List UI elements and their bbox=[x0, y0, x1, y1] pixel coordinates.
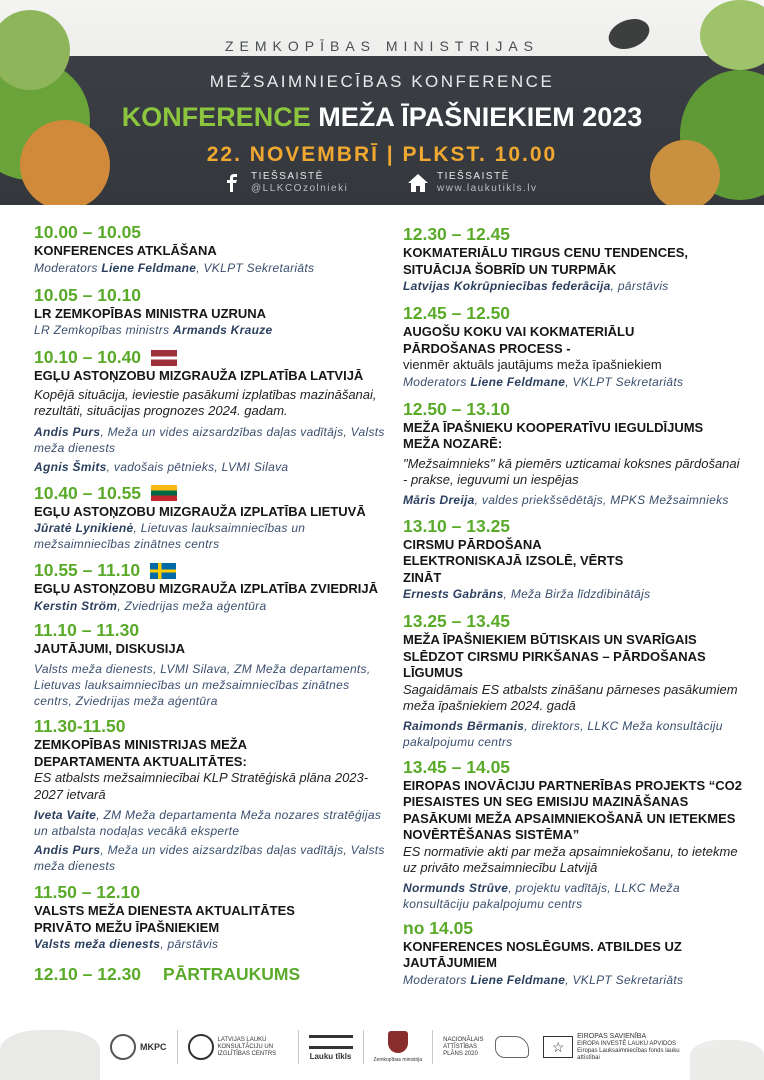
agenda-title: MEŽA ĪPAŠNIEKIEM BŪTISKAIS UN SVARĪGAIS SLĒDZOT CIRSMU PIRKŠANAS – PĀRDOŠANAS LĪGUMUS bbox=[403, 632, 706, 680]
agenda-time: 12.50 – 13.10 bbox=[403, 398, 511, 419]
agenda-title: KONFERENCES ATKLĀŠANA bbox=[34, 243, 217, 258]
agenda-speaker: Kerstin Ström, Zviedrijas meža aģentūra bbox=[34, 598, 267, 613]
agenda-item bbox=[403, 303, 743, 390]
nap-logo: NACIONĀLAIS ATTĪSTĪBAS PLĀNS 2020 bbox=[443, 1036, 533, 1058]
agenda-speaker: Ernests Gabrāns, Meža Birža līdzdibinātājs bbox=[403, 587, 651, 601]
title-accent: KONFERENCE bbox=[121, 102, 311, 132]
agenda-time: 11.50 – 12.10 bbox=[34, 882, 141, 902]
agenda-title: VALSTS MEŽA DIENESTA AKTUALITĀTES PRIVĀTO MEŽU ĪPAŠNIEKIEM bbox=[34, 903, 295, 935]
footer-logos bbox=[110, 1024, 750, 1070]
agenda-speaker: Andis Purs, Meža un vides aizsardzības daļas vadītājs, Valsts meža dienests bbox=[34, 843, 385, 873]
agenda-title: KOKMATERIĀLU TIRGUS CENU TENDENCES, SITUĀCIJA ŠOBRĪD UN TURPMĀK bbox=[403, 245, 689, 277]
agenda-title: EGĻU ASTOŅZOBU MIZGRAUŽA IZPLATĪBA LIETUVĀ bbox=[34, 503, 366, 519]
agenda-item bbox=[403, 611, 743, 750]
agenda-item bbox=[34, 285, 386, 339]
agenda-title: LR ZEMKOPĪBAS MINISTRA UZRUNA bbox=[34, 305, 267, 321]
agenda-time: no 14.05 bbox=[403, 917, 474, 938]
website-label: TIEŠSAISTĒ bbox=[437, 171, 510, 182]
agenda-speaker: LR Zemkopības ministrs Armands Krauze bbox=[34, 323, 273, 337]
agenda-title: AUGOŠU KOKU VAI KOKMATERIĀLU PĀRDOŠANAS PROCESS - bbox=[403, 324, 635, 356]
mkpc-logo-icon bbox=[110, 1034, 136, 1060]
agenda-time: 12.45 – 12.50 bbox=[403, 303, 511, 323]
break-time: 12.10 – 12.30 bbox=[34, 964, 142, 984]
website-url: www.laukutikls.lv bbox=[437, 183, 538, 194]
facebook-label: TIEŠSAISTĒ bbox=[251, 171, 324, 182]
agenda-time: 10.55 – 11.10 bbox=[34, 560, 141, 580]
stump-left-decoration bbox=[0, 1030, 100, 1080]
conference-label: MEŽSAIMNIECĪBAS KONFERENCE bbox=[209, 72, 555, 91]
agenda-title: EGĻU ASTOŅZOBU MIZGRAUŽA IZPLATĪBA ZVIEDRIJĀ bbox=[34, 581, 379, 596]
agenda-item bbox=[34, 560, 386, 614]
agenda-speaker: Normunds Strūve, projektu vadītājs, LLKC Meža konsultāciju pakalpojumu centrs bbox=[403, 880, 680, 911]
divider bbox=[298, 1030, 299, 1064]
agenda-speaker: Andis Purs, Meža un vides aizsardzības daļas vadītājs, Valsts meža dienests bbox=[34, 424, 385, 455]
llkc-logo: LATVIJAS LAUKU KONSULTĀCIJU UN IZGLĪTĪBAS CENTRS bbox=[188, 1034, 288, 1060]
tree-right-3 bbox=[700, 0, 764, 70]
agenda-item bbox=[34, 222, 386, 276]
home-icon bbox=[408, 173, 428, 193]
agenda-speaker: Raimonds Bērmanis, direktors, LLKC Meža konsultāciju pakalpojumu centrs bbox=[403, 718, 723, 749]
agenda-description: vienmēr aktuāls jautājums meža īpašniekiem bbox=[403, 357, 662, 372]
agenda-time: 11.10 – 11.30 bbox=[34, 619, 140, 640]
agenda-speaker: Agnis Šmits, vadošais pētnieks, LVMI Silava bbox=[34, 459, 289, 474]
agenda-title: CIRSMU PĀRDOŠANA ELEKTRONISKAJĀ IZSOLĒ, VĒRTS ZINĀT bbox=[403, 536, 624, 585]
eu-title: EIROPAS SAVIENĪBA bbox=[577, 1032, 647, 1040]
agenda-item bbox=[34, 483, 386, 553]
agenda-title: ZEMKOPĪBAS MINISTRIJAS MEŽA DEPARTAMENTA AKTUALITĀTES: bbox=[34, 737, 247, 769]
facebook-handle: @LLKCOzolnieki bbox=[251, 183, 349, 194]
agenda-time-row bbox=[34, 560, 386, 581]
lauku-tikls-logo: Lauku tīkls bbox=[309, 1035, 353, 1060]
agenda-time: 13.10 – 13.25 bbox=[403, 515, 511, 536]
divider bbox=[432, 1030, 433, 1064]
agenda-description: ES atbalsts mežsaimniecībai KLP Stratēģiskā plāna 2023-2027 ietvarā bbox=[34, 770, 369, 802]
divider bbox=[363, 1030, 364, 1064]
programme-right-column bbox=[403, 224, 743, 988]
agenda-item bbox=[34, 620, 386, 710]
agenda-item bbox=[34, 347, 386, 475]
conference-title bbox=[0, 102, 764, 133]
agenda-speaker: Moderators Liene Feldmane, VKLPT Sekretariāts bbox=[403, 972, 684, 987]
agenda-time-row bbox=[34, 347, 386, 368]
agenda-time: 13.45 – 14.05 bbox=[403, 756, 511, 777]
agenda-time-row bbox=[34, 483, 386, 504]
break-label: PĀRTRAUKUMS bbox=[163, 964, 301, 984]
title-rest: MEŽA ĪPAŠNIEKIEM 2023 bbox=[318, 102, 643, 132]
header-banner bbox=[0, 0, 764, 205]
agenda-time: 10.40 – 10.55 bbox=[34, 482, 142, 503]
agenda-item bbox=[403, 516, 743, 603]
break-row bbox=[34, 964, 386, 985]
agenda-title: EGĻU ASTOŅZOBU MIZGRAUŽA IZPLATĪBA LATVIJĀ bbox=[34, 368, 364, 383]
llkc-logo-icon bbox=[188, 1034, 214, 1060]
agenda-description: ES normatīvie akti par meža apsaimniekošanu, to ietekme uz privāto mežsaimniecību Latvijā bbox=[403, 843, 738, 875]
agenda-description: Sagaidāmais ES atbalsts zināšanu pārneses pasākumiem meža īpašniekiem 2024. gadā bbox=[403, 681, 738, 713]
ministry-logo: Zemkopības ministrija bbox=[374, 1031, 423, 1064]
lauku-tikls-logo-icon bbox=[309, 1035, 353, 1049]
agenda-speaker: Valsts meža dienests, pārstāvis bbox=[34, 937, 219, 951]
agenda-time: 11.30-11.50 bbox=[34, 716, 126, 736]
agenda-item bbox=[403, 757, 743, 912]
agenda-speaker: Māris Dreija, valdes priekšsēdētājs, MPKS Mežsaimnieks bbox=[403, 492, 729, 507]
agenda-speaker: Latvijas Kokrūpniecības federācija, pārstāvis bbox=[403, 279, 669, 293]
agenda-item bbox=[403, 224, 743, 294]
agenda-speaker: Valsts meža dienests, LVMI Silava, ZM Meža departaments, Lietuvas lauksaimniecības un mežsaimniecības zinātnes centrs, Zviedrijas meža aģentūra bbox=[34, 662, 371, 708]
agenda-time: 13.25 – 13.45 bbox=[403, 611, 511, 631]
agenda-speaker: Jūratė Lynikienė, Lietuvas lauksaimniecības un mežsaimniecības zinātnes centrs bbox=[34, 521, 306, 551]
agenda-time: 10.00 – 10.05 bbox=[34, 222, 142, 242]
divider bbox=[177, 1030, 178, 1064]
agenda-title: MEŽA ĪPAŠNIEKU KOOPERATĪVU IEGULDĪJUMS MEŽA NOZARĒ: bbox=[403, 419, 704, 451]
conference-date: 22. NOVEMBRĪ | PLKST. 10.00 bbox=[206, 143, 558, 166]
eu-text-icon: EIROPA INVESTĒ LAUKU APVIDOS Eiropas Lauksaimniecības fonds lauku attīstībai bbox=[577, 1040, 680, 1061]
agenda-title: EIROPAS INOVĀCIJU PARTNERĪBAS PROJEKTS “CO2 PIESAISTES UN SEG EMISIJU MAZINĀŠANAS PASĀKUMI MEŽA APSAIMNIEKOŠANĀ UN IETEKMES NOVĒRTĒŠANAS SISTĒMA” bbox=[403, 777, 743, 842]
agenda-item bbox=[403, 399, 743, 508]
agenda-item bbox=[34, 716, 386, 874]
facebook-contact[interactable] bbox=[222, 171, 348, 195]
agenda-time: 10.10 – 10.40 bbox=[34, 347, 142, 367]
website-contact[interactable] bbox=[408, 171, 538, 195]
agenda-item bbox=[34, 882, 386, 952]
agenda-speaker: Moderators Liene Feldmane, VKLPT Sekretariāts bbox=[34, 260, 315, 275]
ministry-name: ZEMKOPĪBAS MINISTRIJAS bbox=[224, 38, 540, 54]
agenda-item bbox=[403, 918, 743, 988]
agenda-description: Kopējā situācija, ieviestie pasākumi izplatības mazināšanai, rezultāti, situācijas prognozes 2024. gadam. bbox=[34, 386, 377, 418]
facebook-icon bbox=[222, 173, 242, 193]
eu-flag-icon: ☆ bbox=[543, 1036, 573, 1058]
agenda-speaker: Moderators Liene Feldmane, VKLPT Sekretariāts bbox=[403, 374, 684, 389]
latvia-flag-icon bbox=[151, 350, 177, 366]
agenda-title: KONFERENCES NOSLĒGUMS. ATBILDES UZ JAUTĀJUMIEM bbox=[403, 938, 682, 970]
agenda-speaker: Iveta Vaite, ZM Meža departamenta Meža nozares stratēģijas un atbalsta nodaļas vecākā eksperte bbox=[34, 808, 382, 838]
agenda-description: "Mežsaimnieks" kā piemērs uzticamai koksnes pārdošanai - prakse, ieguvumi un iespējas bbox=[403, 455, 740, 487]
nap-logo-icon bbox=[495, 1036, 529, 1058]
eu-logo bbox=[543, 1033, 693, 1062]
agenda-time: 10.05 – 10.10 bbox=[34, 284, 142, 305]
programme-left-column bbox=[34, 222, 386, 985]
agenda-title: JAUTĀJUMI, DISKUSIJA bbox=[34, 640, 185, 656]
mkpc-logo: MKPC bbox=[110, 1034, 167, 1060]
sweden-flag-icon bbox=[150, 563, 176, 579]
ministry-emblem-icon bbox=[388, 1031, 408, 1053]
agenda-time: 12.30 – 12.45 bbox=[403, 224, 511, 244]
lithuania-flag-icon bbox=[151, 485, 177, 501]
